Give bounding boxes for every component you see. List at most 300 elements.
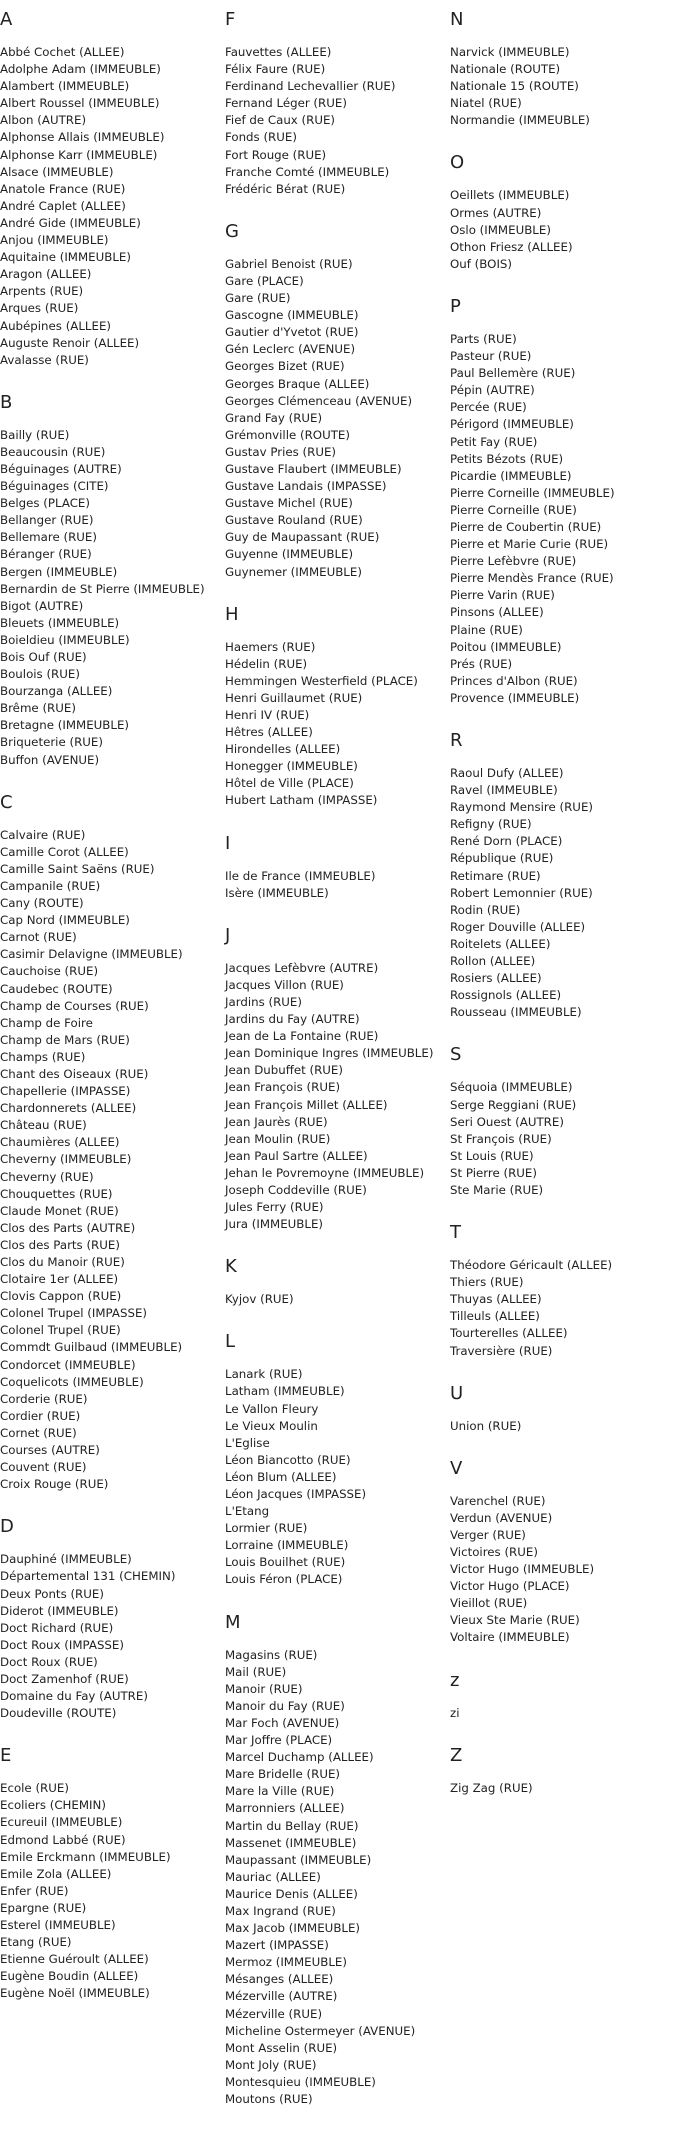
street-link[interactable]: Kyjov (RUE) bbox=[225, 1292, 294, 1307]
street-link[interactable]: Chardonnerets (ALLEE) bbox=[0, 1101, 137, 1116]
letter-section bbox=[450, 1746, 675, 1797]
street-link[interactable]: Etienne Guéroult (ALLEE) bbox=[0, 1952, 149, 1967]
street-link[interactable]: Oeillets (IMMEUBLE) bbox=[450, 188, 570, 203]
street-link[interactable]: Montesquieu (IMMEUBLE) bbox=[225, 2074, 376, 2089]
street-link[interactable]: Ecole (RUE) bbox=[0, 1781, 69, 1796]
street-link[interactable]: Doct Roux (IMPASSE) bbox=[0, 1637, 124, 1652]
street-link[interactable]: Maupassant (IMMEUBLE) bbox=[225, 1852, 372, 1867]
street-link[interactable]: Retimare (RUE) bbox=[450, 868, 541, 883]
street-link[interactable]: Oslo (IMMEUBLE) bbox=[450, 222, 551, 237]
street-link[interactable]: Rollon (ALLEE) bbox=[450, 954, 536, 969]
street-link[interactable]: Marronniers (ALLEE) bbox=[225, 1801, 345, 1816]
street-link[interactable]: Gare (RUE) bbox=[225, 291, 291, 306]
letter-section bbox=[0, 793, 225, 1494]
street-link[interactable]: Micheline Ostermeyer (AVENUE) bbox=[225, 2023, 416, 2038]
street-link[interactable]: Roitelets (ALLEE) bbox=[450, 936, 551, 951]
street-link[interactable]: Hemmingen Westerfield (PLACE) bbox=[225, 673, 418, 688]
street-link[interactable]: Cany (ROUTE) bbox=[0, 896, 84, 911]
street-link[interactable]: Max Jacob (IMMEUBLE) bbox=[225, 1921, 361, 1936]
street-link[interactable]: Thiers (RUE) bbox=[450, 1275, 524, 1290]
street-link[interactable]: Champ de Foire bbox=[0, 1015, 93, 1030]
street-link[interactable]: Roger Douville (ALLEE) bbox=[450, 919, 586, 934]
street-link[interactable]: Normandie (IMMEUBLE) bbox=[450, 113, 590, 128]
street-link[interactable]: Jules Ferry (RUE) bbox=[225, 1200, 324, 1215]
street-link[interactable]: Doct Roux (RUE) bbox=[0, 1654, 98, 1669]
street-link[interactable]: Jacques Villon (RUE) bbox=[225, 977, 344, 992]
street-link[interactable]: Louis Féron (PLACE) bbox=[225, 1572, 343, 1587]
street-link[interactable]: Jean François (RUE) bbox=[225, 1080, 341, 1095]
letter-heading: F bbox=[225, 9, 236, 30]
street-link[interactable]: Félix Faure (RUE) bbox=[225, 62, 326, 77]
street-link[interactable]: Haemers (RUE) bbox=[225, 639, 316, 654]
street-link[interactable]: Jacques Lefèbvre (AUTRE) bbox=[225, 960, 379, 975]
street-link[interactable]: Victor Hugo (IMMEUBLE) bbox=[450, 1562, 595, 1577]
street-link[interactable]: Théodore Géricault (ALLEE) bbox=[450, 1258, 613, 1273]
street-link[interactable]: Le Vieux Moulin bbox=[225, 1418, 318, 1433]
street-list bbox=[225, 1366, 450, 1588]
street-link[interactable]: Croix Rouge (RUE) bbox=[0, 1477, 109, 1492]
street-link[interactable]: Vieux Ste Marie (RUE) bbox=[450, 1613, 580, 1628]
street-link[interactable]: Anjou (IMMEUBLE) bbox=[0, 233, 109, 248]
street-link[interactable]: Alsace (IMMEUBLE) bbox=[0, 164, 114, 179]
street-link[interactable]: Mar Joffre (PLACE) bbox=[225, 1733, 333, 1748]
street-link[interactable]: Domaine du Fay (AUTRE) bbox=[0, 1689, 148, 1704]
street-link[interactable]: Pasteur (RUE) bbox=[450, 349, 532, 364]
street-link[interactable]: Jehan le Povremoyne (IMMEUBLE) bbox=[225, 1165, 425, 1180]
street-link[interactable]: Champs (RUE) bbox=[0, 1049, 86, 1064]
street-link[interactable]: Couvent (RUE) bbox=[0, 1460, 87, 1475]
street-link[interactable]: Périgord (IMMEUBLE) bbox=[450, 417, 574, 432]
street-link[interactable]: Gustave Flaubert (IMMEUBLE) bbox=[225, 461, 402, 476]
letter-section bbox=[450, 1045, 675, 1199]
street-link[interactable]: Alphonse Allais (IMMEUBLE) bbox=[0, 130, 165, 145]
street-link[interactable]: Moutons (RUE) bbox=[225, 2092, 313, 2106]
street-link[interactable]: Hédelin (RUE) bbox=[225, 656, 308, 671]
street-link[interactable]: Jean Dubuffet (RUE) bbox=[225, 1063, 343, 1078]
street-link[interactable]: Jardins du Fay (AUTRE) bbox=[225, 1012, 360, 1027]
street-link[interactable]: Gascogne (IMMEUBLE) bbox=[225, 308, 359, 323]
street-list bbox=[450, 1079, 675, 1199]
letter-heading: z bbox=[450, 1669, 460, 1691]
street-link[interactable]: Adolphe Adam (IMMEUBLE) bbox=[0, 62, 161, 77]
street-link[interactable]: Pierre de Coubertin (RUE) bbox=[450, 519, 602, 534]
street-link[interactable]: Clos des Parts (RUE) bbox=[0, 1237, 120, 1252]
street-link[interactable]: Bigot (AUTRE) bbox=[0, 598, 84, 613]
street-link[interactable]: Pinsons (ALLEE) bbox=[450, 605, 544, 620]
street-link[interactable]: Gabriel Benoist (RUE) bbox=[225, 256, 353, 271]
street-link[interactable]: Condorcet (IMMEUBLE) bbox=[0, 1357, 136, 1372]
street-link[interactable]: Ste Marie (RUE) bbox=[450, 1182, 544, 1197]
street-link[interactable]: Hubert Latham (IMPASSE) bbox=[225, 793, 378, 808]
street-link[interactable]: Jean de La Fontaine (RUE) bbox=[225, 1029, 379, 1044]
street-link[interactable]: Corderie (RUE) bbox=[0, 1391, 88, 1406]
street-link[interactable]: Deux Ponts (RUE) bbox=[0, 1586, 104, 1601]
street-link[interactable]: Eugène Noël (IMMEUBLE) bbox=[0, 1986, 150, 2001]
letter-heading: B bbox=[0, 391, 13, 413]
letter-heading: I bbox=[225, 832, 231, 854]
street-link[interactable]: Mazert (IMPASSE) bbox=[225, 1938, 329, 1953]
street-link[interactable]: Avalasse (RUE) bbox=[0, 352, 89, 367]
street-link[interactable]: zi bbox=[450, 1705, 460, 1720]
street-link[interactable]: Mermoz (IMMEUBLE) bbox=[225, 1955, 347, 1970]
street-link[interactable]: Courses (AUTRE) bbox=[0, 1443, 100, 1458]
street-link[interactable]: Martin du Bellay (RUE) bbox=[225, 1818, 359, 1833]
letter-section bbox=[225, 834, 450, 902]
street-link[interactable]: Mare Bridelle (RUE) bbox=[225, 1767, 341, 1782]
street-link[interactable]: Carnot (RUE) bbox=[0, 930, 77, 945]
street-link[interactable]: Champ de Mars (RUE) bbox=[0, 1032, 130, 1047]
street-link[interactable]: Gare (PLACE) bbox=[225, 273, 304, 288]
street-link[interactable]: Jura (IMMEUBLE) bbox=[225, 1217, 324, 1232]
street-link[interactable]: Mauriac (ALLEE) bbox=[225, 1869, 321, 1884]
street-link[interactable]: Narvick (IMMEUBLE) bbox=[450, 45, 570, 59]
street-link[interactable]: Vieillot (RUE) bbox=[450, 1596, 528, 1611]
street-link[interactable]: Voltaire (IMMEUBLE) bbox=[450, 1630, 570, 1645]
street-link[interactable]: Champ de Courses (RUE) bbox=[0, 998, 149, 1013]
street-link[interactable]: Percée (RUE) bbox=[450, 400, 527, 415]
street-link[interactable]: Bois Ouf (RUE) bbox=[0, 650, 87, 664]
street-link[interactable]: Léon Blum (ALLEE) bbox=[225, 1469, 337, 1484]
letter-section bbox=[450, 1223, 675, 1360]
street-link[interactable]: Pierre Corneille (RUE) bbox=[450, 502, 577, 517]
letter-heading: K bbox=[225, 1256, 237, 1278]
street-link[interactable]: Jean Moulin (RUE) bbox=[225, 1131, 331, 1146]
street-link[interactable]: Aquitaine (IMMEUBLE) bbox=[0, 250, 131, 265]
street-link[interactable]: Zig Zag (RUE) bbox=[450, 1780, 533, 1795]
street-link[interactable]: Tourterelles (ALLEE) bbox=[450, 1326, 568, 1341]
street-link[interactable]: Pépin (AUTRE) bbox=[450, 383, 535, 398]
street-link[interactable]: Cheverny (IMMEUBLE) bbox=[0, 1152, 132, 1167]
street-link[interactable]: Pierre Lefèbvre (RUE) bbox=[450, 554, 577, 569]
street-link[interactable]: Abbé Cochet (ALLEE) bbox=[0, 45, 125, 59]
letter-heading: J bbox=[225, 924, 231, 946]
street-link[interactable]: Jean François Millet (ALLEE) bbox=[225, 1097, 388, 1112]
street-link[interactable]: Campanile (RUE) bbox=[0, 878, 101, 893]
street-link[interactable]: Fauvettes (ALLEE) bbox=[225, 45, 332, 59]
street-link[interactable]: Rousseau (IMMEUBLE) bbox=[450, 1005, 582, 1020]
street-link[interactable]: République (RUE) bbox=[450, 851, 554, 866]
street-link[interactable]: Verdun (AVENUE) bbox=[450, 1510, 553, 1525]
street-link[interactable]: René Dorn (PLACE) bbox=[450, 834, 563, 849]
street-link[interactable]: Plaine (RUE) bbox=[450, 622, 523, 637]
letter-heading: H bbox=[225, 603, 239, 625]
street-link[interactable]: Massenet (IMMEUBLE) bbox=[225, 1835, 357, 1850]
street-link[interactable]: Buffon (AVENUE) bbox=[0, 752, 100, 767]
street-link[interactable]: Pierre Mendès France (RUE) bbox=[450, 571, 614, 586]
street-link[interactable]: Magasins (RUE) bbox=[225, 1647, 318, 1662]
street-link[interactable]: Victor Hugo (PLACE) bbox=[450, 1579, 570, 1594]
street-link[interactable]: Hirondelles (ALLEE) bbox=[225, 742, 341, 757]
street-link[interactable]: Ouf (BOIS) bbox=[450, 256, 513, 271]
street-link[interactable]: Pierre et Marie Curie (RUE) bbox=[450, 537, 609, 552]
street-link[interactable]: Parts (RUE) bbox=[450, 331, 517, 346]
street-link[interactable]: Dauphiné (IMMEUBLE) bbox=[0, 1552, 132, 1567]
letter-heading: N bbox=[450, 9, 464, 30]
street-link[interactable]: Clos du Manoir (RUE) bbox=[0, 1255, 125, 1269]
street-link[interactable]: St Pierre (RUE) bbox=[450, 1165, 537, 1180]
street-link[interactable]: Bergen (IMMEUBLE) bbox=[0, 564, 118, 579]
street-link[interactable]: Anatole France (RUE) bbox=[0, 181, 126, 196]
street-link[interactable]: Gén Leclerc (AVENUE) bbox=[225, 342, 356, 357]
street-link[interactable]: Bernardin de St Pierre (IMMEUBLE) bbox=[0, 581, 205, 596]
street-link[interactable]: Mézerville (RUE) bbox=[225, 2006, 323, 2021]
street-link[interactable]: Béranger (RUE) bbox=[0, 547, 92, 562]
street-link[interactable]: Coquelicots (IMMEUBLE) bbox=[0, 1374, 144, 1389]
street-link[interactable]: Caudebec (ROUTE) bbox=[0, 981, 113, 996]
letter-section bbox=[225, 10, 450, 198]
street-link[interactable]: Bellanger (RUE) bbox=[0, 513, 94, 528]
street-link[interactable]: Clos des Parts (AUTRE) bbox=[0, 1220, 136, 1235]
street-link[interactable]: Picardie (IMMEUBLE) bbox=[450, 468, 572, 483]
street-link[interactable]: Beaucousin (RUE) bbox=[0, 444, 106, 459]
street-link[interactable]: Cheverny (RUE) bbox=[0, 1169, 94, 1184]
street-link[interactable]: Calvaire (RUE) bbox=[0, 827, 86, 842]
street-link[interactable]: Camille Saint Saëns (RUE) bbox=[0, 861, 155, 876]
street-link[interactable]: Départemental 131 (CHEMIN) bbox=[0, 1569, 176, 1584]
street-link[interactable]: Fief de Caux (RUE) bbox=[225, 113, 336, 128]
street-link[interactable]: Max Ingrand (RUE) bbox=[225, 1903, 336, 1918]
street-link[interactable]: Béguinages (AUTRE) bbox=[0, 461, 122, 476]
street-link[interactable]: Chapellerie (IMPASSE) bbox=[0, 1084, 131, 1099]
street-link[interactable]: Diderot (IMMEUBLE) bbox=[0, 1603, 119, 1618]
street-link[interactable]: Tilleuls (ALLEE) bbox=[450, 1309, 540, 1324]
street-link[interactable]: Cap Nord (IMMEUBLE) bbox=[0, 913, 130, 928]
street-link[interactable]: Etang (RUE) bbox=[0, 1935, 72, 1950]
street-link[interactable]: Commdt Guilbaud (IMMEUBLE) bbox=[0, 1340, 183, 1355]
street-link[interactable]: St Louis (RUE) bbox=[450, 1148, 534, 1163]
street-link[interactable]: Provence (IMMEUBLE) bbox=[450, 690, 580, 705]
street-link[interactable]: Clovis Cappon (RUE) bbox=[0, 1289, 122, 1304]
street-link[interactable]: Alambert (IMMEUBLE) bbox=[0, 79, 130, 94]
letter-section bbox=[450, 1459, 675, 1647]
street-link[interactable]: Georges Clémenceau (AVENUE) bbox=[225, 393, 413, 408]
street-link[interactable]: Fernand Léger (RUE) bbox=[225, 96, 347, 111]
street-link[interactable]: Mézerville (AUTRE) bbox=[225, 1989, 338, 2004]
street-link[interactable]: Grémonville (ROUTE) bbox=[225, 427, 350, 442]
street-link[interactable]: Jean Paul Sartre (ALLEE) bbox=[225, 1148, 368, 1163]
street-link[interactable]: Princes d'Albon (RUE) bbox=[450, 673, 578, 688]
street-list bbox=[0, 827, 225, 1494]
street-link[interactable]: Paul Bellemère (RUE) bbox=[450, 366, 576, 381]
street-link[interactable]: Boieldieu (IMMEUBLE) bbox=[0, 632, 130, 647]
street-link[interactable]: Manoir du Fay (RUE) bbox=[225, 1698, 345, 1713]
street-link[interactable]: Chaumières (ALLEE) bbox=[0, 1135, 120, 1150]
street-link[interactable]: Aubépines (ALLEE) bbox=[0, 318, 112, 333]
street-link[interactable]: Maurice Denis (ALLEE) bbox=[225, 1886, 358, 1901]
letter-section bbox=[225, 1257, 450, 1308]
street-link[interactable]: Mail (RUE) bbox=[225, 1664, 287, 1679]
street-link[interactable]: Hôtel de Ville (PLACE) bbox=[225, 776, 354, 791]
street-link[interactable]: Aragon (ALLEE) bbox=[0, 267, 92, 282]
street-link[interactable]: Edmond Labbé (RUE) bbox=[0, 1832, 126, 1847]
street-link[interactable]: Léon Jacques (IMPASSE) bbox=[225, 1487, 367, 1501]
street-link[interactable]: Claude Monet (RUE) bbox=[0, 1203, 119, 1218]
street-link[interactable]: Arpents (RUE) bbox=[0, 284, 84, 299]
street-link[interactable]: André Gide (IMMEUBLE) bbox=[0, 215, 141, 230]
street-link[interactable]: Mont Asselin (RUE) bbox=[225, 2040, 338, 2055]
street-link[interactable]: Bretagne (IMMEUBLE) bbox=[0, 718, 130, 733]
street-link[interactable]: Gustave Rouland (RUE) bbox=[225, 513, 363, 528]
street-link[interactable]: Fort Rouge (RUE) bbox=[225, 147, 327, 162]
street-link[interactable]: St François (RUE) bbox=[450, 1131, 552, 1146]
street-link[interactable]: Pierre Varin (RUE) bbox=[450, 588, 555, 603]
street-link[interactable]: Auguste Renoir (ALLEE) bbox=[0, 335, 140, 350]
street-link[interactable]: Alphonse Karr (IMMEUBLE) bbox=[0, 147, 158, 162]
street-link[interactable]: Raoul Dufy (ALLEE) bbox=[450, 766, 564, 780]
street-link[interactable]: Manoir (RUE) bbox=[225, 1681, 303, 1696]
street-link[interactable]: Albon (AUTRE) bbox=[0, 113, 87, 128]
street-link[interactable]: Mar Foch (AVENUE) bbox=[225, 1715, 340, 1730]
street-list bbox=[225, 1647, 450, 2109]
street-link[interactable]: Ormes (AUTRE) bbox=[450, 205, 542, 220]
street-link[interactable]: Rodin (RUE) bbox=[450, 902, 521, 917]
street-link[interactable]: Cordier (RUE) bbox=[0, 1408, 81, 1423]
street-link[interactable]: Béguinages (CITE) bbox=[0, 479, 109, 494]
street-link[interactable]: Chant des Oiseaux (RUE) bbox=[0, 1066, 149, 1081]
street-link[interactable]: Mésanges (ALLEE) bbox=[225, 1972, 334, 1987]
street-link[interactable]: Raymond Mensire (RUE) bbox=[450, 800, 593, 815]
street-link[interactable]: Chouquettes (RUE) bbox=[0, 1186, 113, 1201]
street-link[interactable]: Guynemer (IMMEUBLE) bbox=[225, 564, 362, 579]
street-link[interactable]: Georges Bizet (RUE) bbox=[225, 359, 345, 374]
street-link[interactable]: Ferdinand Lechevallier (RUE) bbox=[225, 79, 396, 94]
street-link[interactable]: Henri IV (RUE) bbox=[225, 708, 310, 722]
street-link[interactable]: Mare la Ville (RUE) bbox=[225, 1784, 335, 1799]
street-link[interactable]: Casimir Delavigne (IMMEUBLE) bbox=[0, 947, 183, 962]
street-link[interactable]: Ravel (IMMEUBLE) bbox=[450, 783, 558, 798]
street-link[interactable]: Franche Comté (IMMEUBLE) bbox=[225, 164, 390, 179]
street-link[interactable]: Victoires (RUE) bbox=[450, 1545, 538, 1559]
street-link[interactable]: Lorraine (IMMEUBLE) bbox=[225, 1538, 349, 1553]
street-link[interactable]: Gustave Michel (RUE) bbox=[225, 496, 353, 511]
street-link[interactable]: L'Etang bbox=[225, 1504, 270, 1519]
street-list bbox=[450, 1493, 675, 1647]
street-link[interactable]: Arques (RUE) bbox=[0, 301, 79, 316]
street-link[interactable]: Emile Erckmann (IMMEUBLE) bbox=[0, 1849, 171, 1864]
street-link[interactable]: Thuyas (ALLEE) bbox=[450, 1292, 542, 1307]
street-link[interactable]: Niatel (RUE) bbox=[450, 96, 522, 111]
street-link[interactable]: Léon Biancotto (RUE) bbox=[225, 1452, 351, 1467]
street-link[interactable]: L'Eglise bbox=[225, 1435, 270, 1450]
street-link[interactable]: Cauchoise (RUE) bbox=[0, 964, 99, 979]
street-link[interactable]: Eugène Boudin (ALLEE) bbox=[0, 1969, 139, 1984]
street-link[interactable]: Enfer (RUE) bbox=[0, 1883, 69, 1898]
street-link[interactable]: Latham (IMMEUBLE) bbox=[225, 1384, 345, 1399]
street-link[interactable]: Joseph Coddeville (RUE) bbox=[225, 1182, 367, 1197]
letter-section bbox=[450, 153, 675, 272]
letter-heading: O bbox=[450, 152, 465, 174]
street-link[interactable]: Doct Richard (RUE) bbox=[0, 1620, 114, 1635]
street-link[interactable]: Bailly (RUE) bbox=[0, 427, 70, 442]
street-link[interactable]: Petit Fay (RUE) bbox=[450, 434, 538, 449]
street-link[interactable]: Traversière (RUE) bbox=[450, 1343, 553, 1358]
street-link[interactable]: Mont Joly (RUE) bbox=[225, 2057, 317, 2072]
street-link[interactable]: Lormier (RUE) bbox=[225, 1521, 308, 1536]
street-link[interactable]: Colonel Trupel (IMPASSE) bbox=[0, 1306, 148, 1321]
street-link[interactable]: Isère (IMMEUBLE) bbox=[225, 885, 329, 900]
street-link[interactable]: Verger (RUE) bbox=[450, 1527, 526, 1542]
street-link[interactable]: Jardins (RUE) bbox=[225, 994, 302, 1009]
street-link[interactable]: Hêtres (ALLEE) bbox=[225, 725, 313, 740]
street-link[interactable]: Colonel Trupel (RUE) bbox=[0, 1323, 121, 1338]
street-link[interactable]: Prés (RUE) bbox=[450, 656, 513, 671]
street-list bbox=[0, 1780, 225, 2002]
street-link[interactable]: Gautier d'Yvetot (RUE) bbox=[225, 325, 359, 340]
letter-section bbox=[225, 926, 450, 1234]
street-link[interactable]: Epargne (RUE) bbox=[0, 1900, 87, 1915]
street-link[interactable]: Rosiers (ALLEE) bbox=[450, 971, 542, 986]
street-link[interactable]: Ecoliers (CHEMIN) bbox=[0, 1798, 106, 1813]
letter-section bbox=[450, 1671, 675, 1722]
street-link[interactable]: Othon Friesz (ALLEE) bbox=[450, 239, 573, 254]
street-link[interactable]: Séquoia (IMMEUBLE) bbox=[450, 1080, 573, 1095]
street-link[interactable]: Camille Corot (ALLEE) bbox=[0, 844, 129, 859]
street-link[interactable]: Bourzanga (ALLEE) bbox=[0, 684, 113, 699]
street-link[interactable]: Belges (PLACE) bbox=[0, 496, 90, 511]
street-link[interactable]: Marcel Duchamp (ALLEE) bbox=[225, 1750, 374, 1765]
street-link[interactable]: Nationale (ROUTE) bbox=[450, 62, 561, 77]
street-link[interactable]: Cornet (RUE) bbox=[0, 1425, 77, 1440]
street-link[interactable]: Poitou (IMMEUBLE) bbox=[450, 639, 562, 654]
street-link[interactable]: Robert Lemonnier (RUE) bbox=[450, 885, 593, 900]
street-link[interactable]: Union (RUE) bbox=[450, 1418, 522, 1433]
street-link[interactable]: Emile Zola (ALLEE) bbox=[0, 1866, 112, 1881]
street-link[interactable]: Petits Bézots (RUE) bbox=[450, 451, 564, 466]
street-link[interactable]: Georges Braque (ALLEE) bbox=[225, 376, 370, 391]
street-link[interactable]: Nationale 15 (ROUTE) bbox=[450, 79, 579, 94]
street-link[interactable]: Le Vallon Fleury bbox=[225, 1401, 319, 1416]
street-link[interactable]: Frédéric Bérat (RUE) bbox=[225, 181, 346, 196]
street-link[interactable]: Fonds (RUE) bbox=[225, 130, 297, 145]
street-link[interactable]: Jean Jaurès (RUE) bbox=[225, 1114, 328, 1129]
street-link[interactable]: Bleuets (IMMEUBLE) bbox=[0, 615, 120, 630]
street-link[interactable]: Château (RUE) bbox=[0, 1118, 87, 1133]
street-link[interactable]: Briqueterie (RUE) bbox=[0, 735, 103, 750]
street-link[interactable]: Boulois (RUE) bbox=[0, 667, 80, 682]
street-link[interactable]: André Caplet (ALLEE) bbox=[0, 198, 126, 213]
street-link[interactable]: Lanark (RUE) bbox=[225, 1367, 303, 1382]
street-link[interactable]: Clotaire 1er (ALLEE) bbox=[0, 1272, 119, 1287]
street-list bbox=[450, 765, 675, 1021]
street-link[interactable]: Rossignols (ALLEE) bbox=[450, 988, 562, 1003]
street-link[interactable]: Refigny (RUE) bbox=[450, 817, 532, 832]
street-link[interactable]: Doudeville (ROUTE) bbox=[0, 1706, 117, 1721]
street-link[interactable]: Brême (RUE) bbox=[0, 701, 76, 716]
street-link[interactable]: Ile de France (IMMEUBLE) bbox=[225, 868, 376, 883]
street-link[interactable]: Louis Bouilhet (RUE) bbox=[225, 1555, 346, 1570]
street-link[interactable]: Grand Fay (RUE) bbox=[225, 410, 323, 425]
street-link[interactable]: Guy de Maupassant (RUE) bbox=[225, 530, 380, 545]
street-link[interactable]: Bellemare (RUE) bbox=[0, 530, 97, 545]
street-link[interactable]: Henri Guillaumet (RUE) bbox=[225, 690, 363, 705]
street-link[interactable]: Esterel (IMMEUBLE) bbox=[0, 1918, 116, 1932]
street-link[interactable]: Varenchel (RUE) bbox=[450, 1493, 546, 1508]
street-link[interactable]: Gustave Landais (IMPASSE) bbox=[225, 479, 387, 494]
street-list bbox=[450, 44, 675, 129]
street-link[interactable]: Doct Zamenhof (RUE) bbox=[0, 1671, 129, 1686]
street-link[interactable]: Honegger (IMMEUBLE) bbox=[225, 759, 358, 774]
street-list bbox=[225, 639, 450, 810]
letter-heading: M bbox=[225, 1611, 241, 1633]
street-link[interactable]: Seri Ouest (AUTRE) bbox=[450, 1114, 564, 1129]
street-link[interactable]: Ecureuil (IMMEUBLE) bbox=[0, 1815, 123, 1830]
street-link[interactable]: Guyenne (IMMEUBLE) bbox=[225, 547, 354, 562]
street-link[interactable]: Pierre Corneille (IMMEUBLE) bbox=[450, 485, 615, 500]
street-link[interactable]: Jean Dominique Ingres (IMMEUBLE) bbox=[225, 1046, 434, 1061]
street-link[interactable]: Serge Reggiani (RUE) bbox=[450, 1097, 577, 1112]
street-link[interactable]: Albert Roussel (IMMEUBLE) bbox=[0, 96, 160, 111]
street-link[interactable]: Gustav Pries (RUE) bbox=[225, 444, 337, 459]
